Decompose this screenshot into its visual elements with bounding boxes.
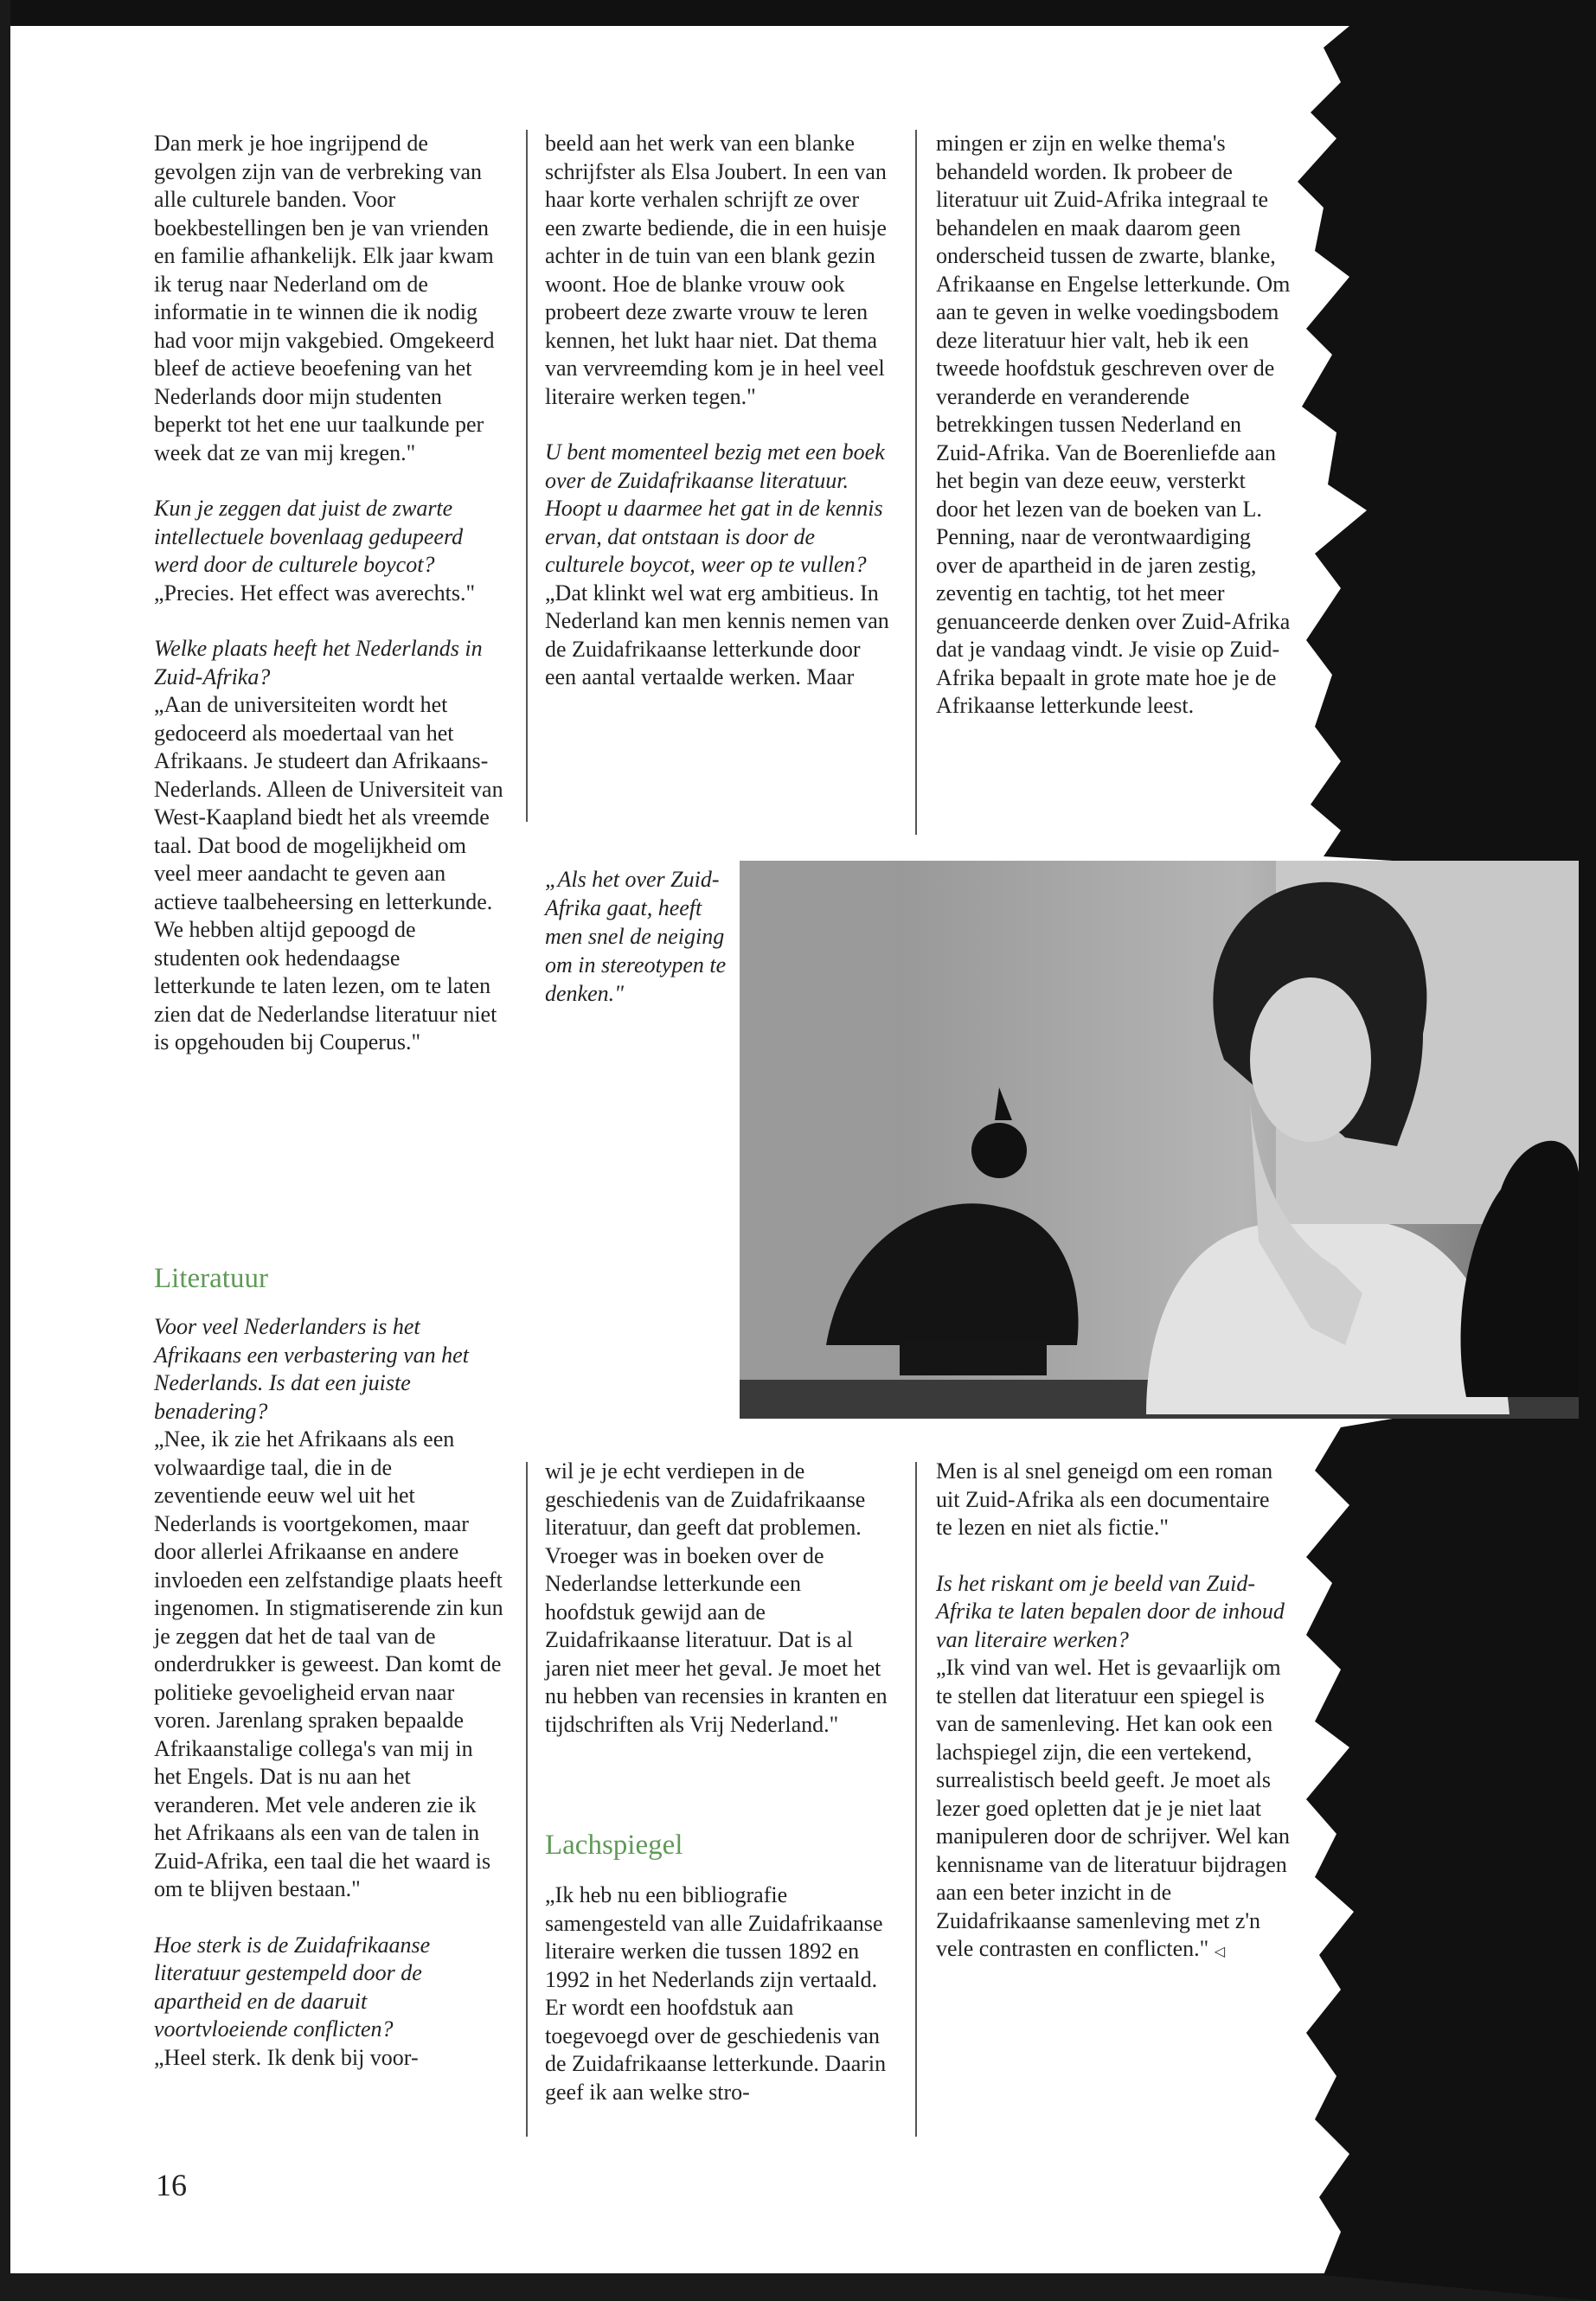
question: U bent momenteel bezig met een boek over de Zuidafrikaanse literatuur. Hoopt u daarmee het gat in de kennis ervan, dat ontstaan is door de culturele boycot, weer op te vullen? — [545, 439, 885, 577]
section-heading-lachspiegel: Lachspiegel — [545, 1830, 683, 1861]
question: Welke plaats heeft het Nederlands in Zuid-Afrika? — [154, 636, 483, 689]
answer: „Nee, ik zie het Afrikaans als een volwaardige taal, die in de zeventiende eeuw wel uit het Nederlands is voortgekomen, maar door allerlei Afrikaanse en andere invloeden een zelfstandige plaats heeft ingenomen. In stigmatiserende zin kun je zeggen dat het de taal van de onderdrukker is geweest. Dan komt de politieke gevoeligheid ervan naar voren. Jarenlang spraken bepaalde Afrikaanstalige collega's van mij in het Engels. Dat is nu aan het veranderen. Met vele anderen zie ik het Afrikaans als een van de talen in Zuid-Afrika, een taal die het waard is om te blijven bestaan." — [154, 1426, 503, 1901]
page-number: 16 — [156, 2168, 187, 2202]
photo-illustration — [740, 861, 1579, 1419]
col3-qa-3 — [936, 1570, 1291, 1967]
answer: „Ik vind van wel. Het is gevaarlijk om te stellen dat literatuur een spiegel is van de samenleving. Het kan ook een lachspiegel zijn, die een vertekend, surrealistisch beeld geeft. Je moet als lezer goed opletten dat je je niet laat manipuleren door de schrijver. Wel kan kennisname van de literatuur bijdragen aan een beter inzicht in de Zuidafrikaanse samenleving met z'n vele contrasten en conflicten." ◁ — [936, 1655, 1290, 1961]
column-2-bottom — [545, 1881, 895, 2134]
column-1-lower — [154, 1313, 504, 2099]
col3-paragraph-1: mingen er zijn en welke thema's behandeld worden. Ik probeer de literatuur uit Zuid-Afrika integraal te behandelen en maak daarom geen onderscheid tussen de zwarte, blanke, Afrikaanse en Engelse letterkunde. Om aan te geven in welke voedingsbodem deze literatuur hier valt, heb ik een tweede hoofdstuk geschreven over de veranderde en veranderende betrekkingen tussen Nederland en Zuid-Afrika. Van de Boerenliefde aan het begin van deze eeuw, versterkt door het lezen van de boeken van L. Penning, naar de verontwaardiging over de apartheid in de jaren zestig, zeventig en tachtig, tot het meer genuanceerde denken over Zuid-Afrika dat je vandaag vindt. Je visie op Zuid-Afrika bepaalt in grote mate hoe je de Afrikaanse letterkunde leest. — [936, 131, 1291, 718]
answer: „Heel sterk. Ik denk bij voor- — [154, 2044, 419, 2070]
portrait-photo — [740, 861, 1579, 1419]
question: Voor veel Nederlanders is het Afrikaans een verbastering van het Nederlands. Is dat een juiste benadering? — [154, 1314, 469, 1424]
section-heading-literatuur: Literatuur — [154, 1263, 268, 1294]
col2-qa-2 — [545, 439, 895, 692]
answer: „Dat klinkt wel wat erg ambitieus. In Nederland kan men kennis nemen van de Zuidafrikaanse letterkunde door een aantal vertaalde werken. Maar — [545, 580, 889, 689]
column-2-lower — [545, 1458, 895, 1766]
column-rule-1-lower — [526, 1462, 528, 2137]
col2-paragraph-3: wil je je echt verdiepen in de geschiedenis van de Zuidafrikaanse literatuur, dan geeft dat problemen. Vroeger was in boeken over de Nederlandse letterkunde een hoofdstuk gewijd aan de Zuidafrikaanse literatuur. Dat is al jaren niet meer het geval. Je moet het nu hebben van recensies in kranten en tijdschriften als Vrij Nederland." — [545, 1458, 888, 1737]
question: Is het riskant om je beeld van Zuid-Afrika te laten bepalen door de inhoud van literaire werken? — [936, 1570, 1285, 1652]
column-rule-2-lower — [915, 1462, 917, 2137]
pull-quote: „Als het over Zuid-Afrika gaat, heeft men snel de neiging om in stereotypen te denken." — [545, 867, 727, 1006]
col1-paragraph-1: Dan merk je hoe ingrijpend de gevolgen zijn van de verbreking van alle culturele banden. Voor boekbestellingen ben je van vrienden en familie afhankelijk. Elk jaar kwam ik terug naar Nederland om de informatie in te winnen die ik nodig had voor mijn vakgebied. Omgekeerd bleef de actieve beoefening van het Nederlands door mijn studenten beperkt tot het ene uur taalkunde per week dat ze van mij kregen." — [154, 131, 495, 465]
scan-left-edge — [0, 0, 10, 2301]
col1-qa-2 — [154, 495, 504, 607]
end-of-article-icon: ◁ — [1214, 1945, 1226, 1959]
answer: „Precies. Het effect was averechts." — [154, 580, 476, 606]
col2-paragraph-4: „Ik heb nu een bibliografie samengesteld van alle Zuidafrikaanse literaire werken die tussen 1892 en 1992 in het Nederlands zijn vertaald. Er wordt een hoofdstuk aan toegevoegd over de geschiedenis van de Zuidafrikaanse letterkunde. Daarin geef ik aan welke stro- — [545, 1882, 887, 2105]
col2-paragraph-1: beeld aan het werk van een blanke schrijfster als Elsa Joubert. In een van haar korte verhalen schrijft ze over een zwarte bediende, die in een huisje achter in de tuin van een blank gezin woont. Hoe de blanke vrouw ook probeert deze zwarte vrouw te leren kennen, het lukt haar niet. Dat thema van vervreemding kom je in heel veel literaire werken tegen." — [545, 131, 887, 409]
col3-paragraph-2: Men is al snel geneigd om een roman uit Zuid-Afrika als een documentaire te lezen en niet als fictie." — [936, 1458, 1273, 1540]
column-2 — [545, 130, 895, 720]
column-3-lower — [936, 1458, 1291, 1995]
col1-qa-4 — [154, 1313, 504, 1904]
question: Kun je zeggen dat juist de zwarte intellectuele bovenlaag gedupeerd werd door de culturele boycot? — [154, 496, 464, 577]
column-3 — [936, 130, 1291, 748]
column-1 — [154, 130, 504, 1085]
column-rule-2 — [915, 130, 917, 835]
col1-qa-5 — [154, 1932, 504, 2073]
question: Hoe sterk is de Zuidafrikaanse literatuur gestempeld door de apartheid en de daaruit voortvloeiende conflicten? — [154, 1932, 431, 2041]
col1-qa-3 — [154, 635, 504, 1057]
column-rule-1 — [526, 130, 528, 822]
answer: „Aan de universiteiten wordt het gedoceerd als moedertaal van het Afrikaans. Je studeert dan Afrikaans-Nederlands. Alleen de Universiteit van West-Kaapland biedt het als vreemde taal. Dat bood de mogelijkheid om veel meer aandacht te geven aan actieve taalbeheersing en letterkunde. We hebben altijd gepoogd de studenten ook hedendaagse letterkunde te laten lezen, om te laten zien dat de Nederlandse literatuur niet is opgehouden bij Couperus." — [154, 692, 503, 1054]
